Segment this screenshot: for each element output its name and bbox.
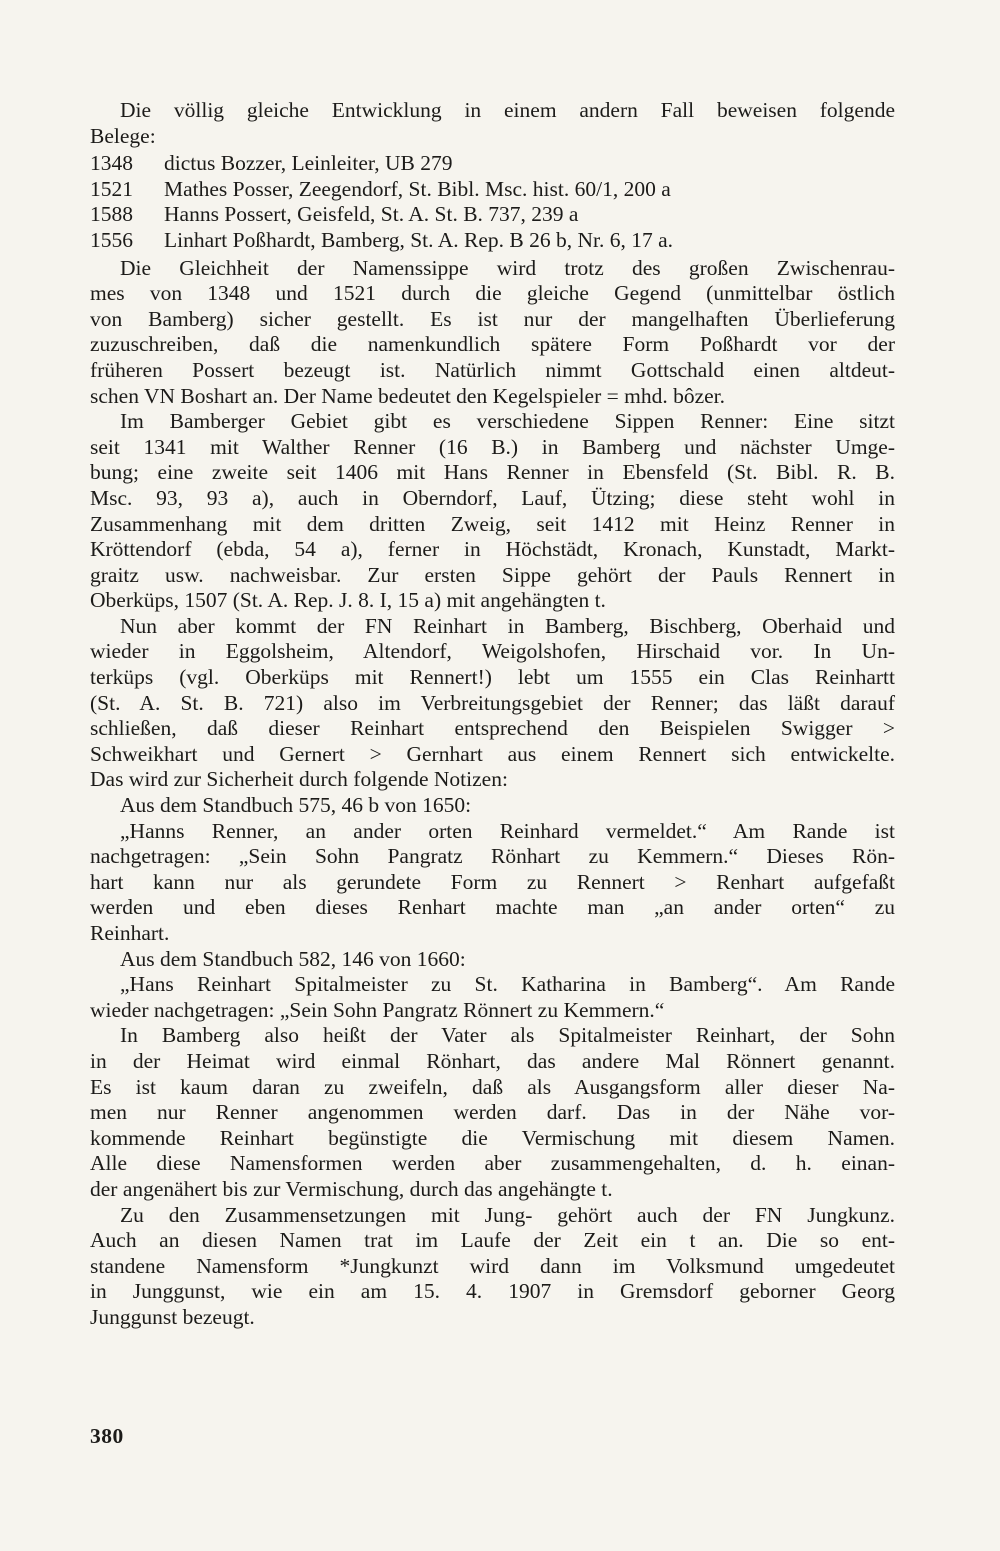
text-line: In Bamberg also heißt der Vater als Spitalmeister Reinhart, der Sohn	[120, 1023, 895, 1048]
entry-text: Hanns Possert, Geisfeld, St. A. St. B. 737, 239 a	[164, 202, 579, 227]
text-line: men nur Renner angenommen werden darf. Das in der Nähe vor-	[90, 1100, 895, 1125]
text-line: Zusammenhang mit dem dritten Zweig, seit 1412 mit Heinz Renner in	[90, 511, 895, 536]
intro-paragraph	[90, 98, 895, 149]
text-line: wieder nachgetragen: „Sein Sohn Pangratz Rönnert zu Kemmern.“	[90, 997, 665, 1022]
paragraph	[90, 819, 895, 947]
entry-year: 1556	[90, 227, 133, 252]
text-line: Das wird zur Sicherheit durch folgende Notizen:	[90, 767, 508, 792]
text-line: standene Namensform *Jungkunzt wird dann im Volksmund umgedeutet	[90, 1253, 895, 1278]
text-line: „Hans Reinhart Spitalmeister zu St. Katharina in Bamberg“. Am Rande	[120, 972, 895, 997]
page-body	[90, 98, 895, 1331]
text-line: Auch an diesen Namen trat im Laufe der Zeit ein t an. Die so ent-	[90, 1228, 895, 1253]
text-line: mes von 1348 und 1521 durch die gleiche Gegend (unmittelbar östlich	[90, 281, 895, 306]
entry-text: Linhart Poßhardt, Bamberg, St. A. Rep. B 26 b, Nr. 6, 17 a.	[164, 227, 673, 252]
text-line: bung; eine zweite seit 1406 mit Hans Renner in Ebensfeld (St. Bibl. R. B.	[90, 460, 895, 485]
page-number: 380	[90, 1424, 124, 1448]
text-line: der angenähert bis zur Vermischung, durch das angehängte t.	[90, 1176, 613, 1201]
text-line: Alle diese Namensformen werden aber zusammengehalten, d. h. einan-	[90, 1151, 895, 1176]
text-line: Nun aber kommt der FN Reinhart in Bamberg, Bischberg, Oberhaid und	[120, 613, 895, 638]
paragraph	[90, 793, 895, 819]
text-line: Msc. 93, 93 a), auch in Oberndorf, Lauf, Ützing; diese steht wohl in	[90, 485, 895, 510]
evidence-entry	[90, 202, 895, 228]
text-line: Die völlig gleiche Entwicklung in einem andern Fall beweisen folgende	[120, 98, 895, 122]
text-line: hart kann nur als gerundete Form zu Rennert > Renhart aufgefaßt	[90, 869, 895, 894]
text-line: schließen, daß dieser Reinhart entsprechend den Beispielen Swigger >	[90, 716, 895, 741]
text-line: Oberküps, 1507 (St. A. Rep. J. 8. I, 15 a) mit angehängten t.	[90, 588, 606, 613]
text-line: Belege:	[90, 123, 156, 148]
text-line: terküps (vgl. Oberküps mit Rennert!) lebt um 1555 ein Clas Reinhartt	[90, 665, 895, 690]
text-line: wieder in Eggolsheim, Altendorf, Weigolshofen, Hirschaid vor. In Un-	[90, 639, 895, 664]
text-line: Aus dem Standbuch 582, 146 von 1660:	[120, 946, 466, 971]
text-line: kommende Reinhart begünstigte die Vermischung mit diesem Namen.	[90, 1125, 895, 1150]
entry-year: 1521	[90, 176, 133, 201]
text-line: (St. A. St. B. 721) also im Verbreitungsgebiet der Renner; das läßt darauf	[90, 690, 895, 715]
paragraph	[90, 1023, 895, 1202]
text-line: in Junggunst, wie ein am 15. 4. 1907 in Gremsdorf geborner Georg	[90, 1279, 895, 1304]
evidence-entry	[90, 177, 895, 203]
entry-text: Mathes Posser, Zeegendorf, St. Bibl. Msc. hist. 60/1, 200 a	[164, 176, 671, 201]
text-line: Reinhart.	[90, 921, 170, 945]
text-line: Zu den Zusammensetzungen mit Jung- gehört auch der FN Jungkunz.	[120, 1202, 895, 1227]
entry-year: 1588	[90, 202, 133, 227]
text-line: nachgetragen: „Sein Sohn Pangratz Rönhart zu Kemmern.“ Dieses Rön-	[90, 844, 895, 869]
evidence-entry	[90, 151, 895, 177]
entry-text: dictus Bozzer, Leinleiter, UB 279	[164, 151, 453, 176]
evidence-list	[90, 151, 895, 253]
paragraph	[90, 256, 895, 410]
text-line: Junggunst bezeugt.	[90, 1304, 255, 1329]
entry-year: 1348	[90, 151, 133, 176]
body-paragraphs	[90, 256, 895, 1331]
text-line: „Hanns Renner, an ander orten Reinhard vermeldet.“ Am Rande ist	[120, 818, 895, 843]
text-line: seit 1341 mit Walther Renner (16 B.) in Bamberg und nächster Umge-	[90, 434, 895, 459]
text-line: Aus dem Standbuch 575, 46 b von 1650:	[120, 793, 472, 818]
text-line: früheren Possert bezeugt ist. Natürlich nimmt Gottschald einen altdeut-	[90, 357, 895, 382]
text-line: Im Bamberger Gebiet gibt es verschiedene Sippen Renner: Eine sitzt	[120, 409, 895, 434]
paragraph	[90, 1203, 895, 1331]
evidence-entry	[90, 228, 895, 254]
paragraph	[90, 972, 895, 1023]
text-line: in der Heimat wird einmal Rönhart, das andere Mal Rönnert genannt.	[90, 1048, 895, 1073]
paragraph	[90, 614, 895, 793]
paragraph	[90, 409, 895, 614]
text-line: Es ist kaum daran zu zweifeln, daß als Ausgangsform aller dieser Na-	[90, 1074, 895, 1099]
text-line: Die Gleichheit der Namenssippe wird trotz des großen Zwischenrau-	[120, 255, 895, 280]
text-line: graitz usw. nachweisbar. Zur ersten Sippe gehört der Pauls Rennert in	[90, 562, 895, 587]
text-line: zuzuschreiben, daß die namenkundlich spätere Form Poßhardt vor der	[90, 332, 895, 357]
text-line: schen VN Boshart an. Der Name bedeutet den Kegelspieler = mhd. bôzer.	[90, 383, 726, 408]
text-line: Kröttendorf (ebda, 54 a), ferner in Höchstädt, Kronach, Kunstadt, Markt-	[90, 537, 895, 562]
text-line: von Bamberg) sicher gestellt. Es ist nur der mangelhaften Überlieferung	[90, 306, 895, 331]
text-line: werden und eben dieses Renhart machte man „an ander orten“ zu	[90, 895, 895, 920]
paragraph	[90, 947, 895, 973]
text-line: Schweikhart und Gernert > Gernhart aus einem Rennert sich entwickelte.	[90, 741, 895, 766]
